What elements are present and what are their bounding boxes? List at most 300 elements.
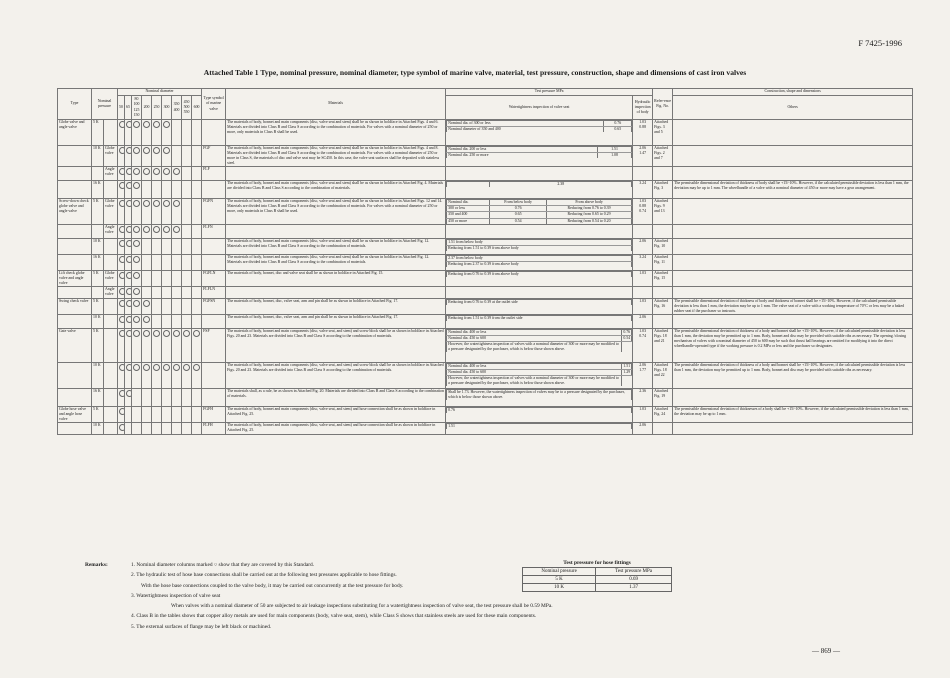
diameter-cell: [172, 315, 182, 329]
diameter-cell: [172, 407, 182, 423]
diameter-header: 65: [125, 96, 132, 120]
diameter-cell: [118, 363, 125, 389]
diameter-cell: [142, 363, 152, 389]
row-type: Globe valve and angle valve: [58, 120, 92, 146]
diameter-cell: [118, 298, 125, 314]
diameter-cell: [152, 286, 162, 298]
row-others: The permissible dimensional deviation of thicknesses of a body shall be +15/-10%. However, if the calculated permissible deviation is less than 1 mm, the deviation may be up to 1 mm.: [673, 407, 913, 423]
covered-mark-icon: [173, 226, 180, 233]
diameter-cell: [118, 238, 125, 254]
row-type: [58, 363, 92, 389]
diameter-cell: [132, 238, 142, 254]
covered-mark-icon: [183, 364, 190, 371]
covered-mark-icon: [153, 330, 160, 337]
covered-mark-icon: [133, 300, 140, 307]
diameter-cell: [182, 238, 192, 254]
covered-mark-icon: [163, 364, 170, 371]
row-symbol: FLFH: [202, 423, 226, 435]
diameter-cell: [182, 407, 192, 423]
diameter-cell: [118, 120, 125, 146]
diameter-cell: [182, 315, 192, 329]
diameter-cell: [192, 363, 202, 389]
covered-mark-icon: [153, 121, 160, 128]
covered-mark-icon: [183, 330, 190, 337]
row-watertightness: [446, 329, 633, 363]
diameter-cell: [172, 146, 182, 167]
covered-mark-icon: [119, 364, 125, 371]
covered-mark-icon: [126, 182, 132, 189]
covered-mark-icon: [173, 330, 180, 337]
row-materials: The materials of body, bonnet, disc and valve seat shall be as shown in boldface in Attached Fig. 15.: [226, 270, 446, 286]
table-row: [58, 315, 913, 329]
watertightness-value: Nominal dia. 400 or less: [447, 330, 622, 336]
row-subtype: [104, 423, 118, 435]
row-subtype: Angle valve: [104, 167, 118, 181]
row-others: [673, 224, 913, 238]
row-symbol: [202, 238, 226, 254]
row-symbol: [202, 120, 226, 146]
row-subtype: [104, 254, 118, 270]
row-reference: Attached Figs. 18 and 22: [653, 363, 673, 389]
covered-mark-icon: [163, 147, 170, 154]
row-materials: [226, 224, 446, 238]
diameter-cell: [162, 329, 172, 363]
row-materials: The materials of body, bonnet and main components (disc, valve seat, and stem) and screw block shall be as shown in boldface in Attached Figs. 20 and 23. Materials are divided into Class B and Class S according to the combination of materials.: [226, 363, 446, 389]
row-reference: Attached Fig. 10: [653, 238, 673, 254]
row-pressure: 5 K: [92, 120, 104, 146]
covered-mark-icon: [119, 390, 125, 397]
covered-mark-icon: [126, 256, 132, 263]
col-others: Others: [673, 96, 913, 120]
hose-test-header: Test pressure MPa: [596, 568, 672, 576]
row-symbol: [202, 363, 226, 389]
diameter-cell: [132, 286, 142, 298]
covered-mark-icon: [143, 300, 150, 307]
diameter-cell: [132, 146, 142, 167]
diameter-cell: [152, 363, 162, 389]
row-type: Globe hose valve and angle hose valve: [58, 407, 92, 423]
diameter-cell: [192, 407, 202, 423]
remark-item: With the hose base connections coupled to the valve body, it may be carried out concurrently at the test pressure for body.: [141, 582, 404, 589]
row-subtype: [104, 238, 118, 254]
covered-mark-icon: [119, 240, 125, 247]
row-type: [58, 315, 92, 329]
covered-mark-icon: [153, 200, 160, 207]
diameter-cell: [172, 363, 182, 389]
row-watertightness: [446, 315, 633, 329]
diameter-cell: [152, 224, 162, 238]
row-hydraulic: 2.06 1.77: [633, 363, 653, 389]
diameter-cell: [182, 167, 192, 181]
row-reference: [653, 315, 673, 329]
remark-item: 4. Class B in the tables shows that copper alloy metals are used for main components (body, valve seat, stem), while Class S shows that stainless steels are used for these main components.: [131, 613, 537, 620]
watertightness-value: 1.51: [623, 364, 631, 369]
diameter-cell: [132, 329, 142, 363]
diameter-cell: [142, 120, 152, 146]
covered-mark-icon: [119, 424, 125, 431]
diameter-cell: [162, 315, 172, 329]
hose-test-table: [522, 560, 672, 592]
row-reference: [653, 224, 673, 238]
table-row: [58, 407, 913, 423]
diameter-cell: [125, 120, 132, 146]
diameter-cell: [152, 167, 162, 181]
diameter-cell: [162, 423, 172, 435]
diameter-cell: [142, 270, 152, 286]
table-row: [58, 238, 913, 254]
row-watertightness: [446, 167, 633, 181]
row-pressure: 16 K: [92, 389, 104, 407]
covered-mark-icon: [126, 390, 132, 397]
diameter-cell: [132, 407, 142, 423]
diameter-cell: [152, 407, 162, 423]
diameter-cell: [125, 146, 132, 167]
diameter-cell: [132, 224, 142, 238]
covered-mark-icon: [193, 364, 200, 371]
covered-mark-icon: [126, 121, 132, 128]
watertightness-value: Reducing from 1.51 to 0.39 from the outlet side: [447, 316, 632, 322]
diameter-cell: [118, 407, 125, 423]
covered-mark-icon: [173, 200, 180, 207]
covered-mark-icon: [126, 288, 132, 295]
diameter-cell: [132, 389, 142, 407]
remark-item: When valves with a nominal diameter of 50 are subjected to air leakage inspections substituting for a watertightness inspection of valve seat, the test pressure shall be 0.59 MPa.: [171, 603, 553, 610]
watertightness-value: 0.76: [623, 330, 631, 335]
table-row: [58, 363, 913, 389]
diameter-cell: [182, 363, 192, 389]
watertightness-value: Nominal dia. 400 or less: [447, 364, 622, 370]
row-pressure: [92, 224, 104, 238]
covered-mark-icon: [163, 330, 170, 337]
watertightness-value: [447, 182, 490, 188]
watertightness-value: 0.65: [490, 212, 547, 218]
diameter-cell: [182, 298, 192, 314]
row-symbol: [202, 181, 226, 199]
diameter-cell: [125, 329, 132, 363]
covered-mark-icon: [119, 200, 125, 207]
hose-test-cell: 0.69: [596, 576, 672, 584]
covered-mark-icon: [193, 330, 200, 337]
watertightness-value: From above body: [546, 200, 631, 206]
covered-mark-icon: [126, 330, 132, 337]
row-reference: Attached Fig. 16: [653, 298, 673, 314]
row-others: [673, 120, 913, 146]
diameter-cell: [125, 423, 132, 435]
watertightness-value: 1.51: [597, 147, 631, 153]
diameter-cell: [192, 270, 202, 286]
row-watertightness: [446, 224, 633, 238]
covered-mark-icon: [133, 364, 140, 371]
diameter-cell: [125, 389, 132, 407]
diameter-cell: [125, 254, 132, 270]
row-type: Swing check valve: [58, 298, 92, 314]
covered-mark-icon: [133, 256, 140, 263]
watertightness-value: Nominal dia. 200 or less: [447, 147, 598, 153]
covered-mark-icon: [143, 316, 150, 323]
diameter-cell: [118, 389, 125, 407]
table-row: [58, 146, 913, 167]
row-pressure: 16 K: [92, 254, 104, 270]
row-symbol: FLFN: [202, 224, 226, 238]
valve-table: [57, 88, 913, 435]
covered-mark-icon: [133, 272, 140, 279]
diameter-cell: [125, 238, 132, 254]
diameter-cell: [125, 270, 132, 286]
covered-mark-icon: [153, 147, 160, 154]
row-symbol: FGFH: [202, 407, 226, 423]
row-subtype: [104, 181, 118, 199]
standard-id: F 7425-1996: [858, 38, 902, 48]
covered-mark-icon: [133, 226, 140, 233]
watertightness-value: However, the watertightness inspection of valves with a nominal diameter of 300 or more may be modified to a pressure designated by the purchaser, which is below those shown above.: [447, 342, 622, 353]
covered-mark-icon: [153, 364, 160, 371]
covered-mark-icon: [126, 240, 132, 247]
diameter-cell: [172, 167, 182, 181]
table-row: [58, 298, 913, 314]
row-type: Lift check globe valve and angle valve: [58, 270, 92, 286]
diameter-cell: [142, 389, 152, 407]
diameter-cell: [192, 298, 202, 314]
diameter-cell: [152, 315, 162, 329]
diameter-cell: [142, 298, 152, 314]
diameter-cell: [152, 389, 162, 407]
hose-test-cell: 1.37: [596, 584, 672, 592]
diameter-cell: [172, 238, 182, 254]
covered-mark-icon: [133, 316, 140, 323]
watertightness-value: 1.29: [623, 370, 631, 375]
covered-mark-icon: [133, 200, 140, 207]
diameter-header: 450 500 550: [182, 96, 192, 120]
row-reference: Attached Figs. 9 and 13: [653, 199, 673, 224]
diameter-cell: [132, 363, 142, 389]
row-type: [58, 254, 92, 270]
diameter-cell: [192, 329, 202, 363]
diameter-cell: [132, 298, 142, 314]
col-construction: Construction, shape and dimensions: [673, 89, 913, 96]
diameter-cell: [182, 146, 192, 167]
watertightness-value: Nominal diameter of 350 and 400: [447, 127, 604, 133]
row-others: The permissible dimensional deviation of thickness of a body and bonnet shall be +15/-10%. However, if the calculated permissible deviation is less than 1 mm, the deviation may be permitted up to 1 mm. Body, bonnet and disc may be provided with suitable ribs as necessary. The opening /closing mechanism of valves with a nominal diameter of 450 to 600 may be such that thrust ball bearings are omitted for modifying it into the direct wheelhandle-operated type if the working pressure is 0.2 MPa or less and the purchaser so designates.: [673, 329, 913, 363]
diameter-cell: [162, 167, 172, 181]
row-others: The permissible dimensional deviation of thickness of body and thickness of bonnet shall be +15/-10%. However, if the calculated permissible deviation is less than 1 mm, the deviation may be up to 1 mm. The valve seat of a valve with a working temperature of 70°C or less may be a baked rubber seat if the purchaser so instructs.: [673, 298, 913, 314]
remark-item: 5. The external surfaces of flange may be left black or machined.: [131, 623, 272, 630]
diameter-cell: [125, 286, 132, 298]
watertightness-value: 0.54: [623, 336, 631, 341]
covered-mark-icon: [126, 300, 132, 307]
covered-mark-icon: [119, 272, 125, 279]
diameter-cell: [162, 407, 172, 423]
row-type: Gate valve: [58, 329, 92, 363]
diameter-cell: [142, 224, 152, 238]
row-hydraulic: 1.03 0.88 0.74: [633, 199, 653, 224]
diameter-cell: [162, 298, 172, 314]
diameter-cell: [182, 389, 192, 407]
row-watertightness: [446, 389, 633, 407]
diameter-cell: [152, 146, 162, 167]
diameter-cell: [172, 389, 182, 407]
diameter-cell: [162, 199, 172, 224]
row-others: [673, 254, 913, 270]
diameter-cell: [142, 423, 152, 435]
row-pressure: 10 K: [92, 363, 104, 389]
diameter-cell: [132, 181, 142, 199]
row-subtype: Globe valve: [104, 199, 118, 224]
diameter-cell: [162, 224, 172, 238]
row-symbol: FLF: [202, 167, 226, 181]
diameter-cell: [132, 167, 142, 181]
diameter-cell: [132, 254, 142, 270]
diameter-cell: [182, 120, 192, 146]
diameter-cell: [172, 254, 182, 270]
watertightness-value: 1.08: [597, 153, 631, 159]
row-symbol: FGFSN: [202, 298, 226, 314]
row-others: [673, 167, 913, 181]
row-type: [58, 423, 92, 435]
diameter-cell: [162, 181, 172, 199]
row-others: [673, 270, 913, 286]
covered-mark-icon: [143, 200, 150, 207]
covered-mark-icon: [133, 182, 140, 189]
hose-test-title: Test pressure for hose fittings: [563, 560, 631, 566]
diameter-header: 600: [192, 96, 202, 120]
row-type: [58, 181, 92, 199]
diameter-header: 200: [142, 96, 152, 120]
col-watertightness: Watertightness inspection of valve seat: [446, 96, 633, 120]
diameter-cell: [142, 146, 152, 167]
diameter-cell: [142, 315, 152, 329]
row-others: [673, 315, 913, 329]
watertightness-value: Reducing from 0.76 to 0.39 from above body: [447, 271, 632, 277]
row-pressure: 10 K: [92, 315, 104, 329]
diameter-cell: [162, 254, 172, 270]
diameter-cell: [118, 315, 125, 329]
covered-mark-icon: [143, 147, 150, 154]
row-watertightness: [446, 298, 633, 314]
diameter-cell: [118, 224, 125, 238]
row-pressure: 10 K: [92, 423, 104, 435]
row-materials: The materials of body, bonnet and main components (disc, valve seat, and stem) and hose connection shall be as shown in boldface in Attached Fig. 25.: [226, 423, 446, 435]
row-symbol: FSF: [202, 329, 226, 363]
watertightness-value: Nominal dia. 450 to 600: [447, 370, 622, 376]
row-subtype: [104, 363, 118, 389]
col-type: Type: [58, 89, 92, 120]
covered-mark-icon: [173, 168, 180, 175]
row-hydraulic: 1.03 0.74: [633, 329, 653, 363]
row-others: [673, 389, 913, 407]
watertightness-value: Nominal dia.: [447, 200, 490, 206]
row-pressure: 5 K: [92, 329, 104, 363]
table-row: [58, 423, 913, 435]
diameter-cell: [152, 329, 162, 363]
row-reference: Attached Figs. 18 and 21: [653, 329, 673, 363]
table-row: [58, 224, 913, 238]
row-reference: Attached Fig. 3: [653, 181, 673, 199]
watertightness-value: Nominal dia. 250 or more: [447, 153, 598, 159]
diameter-cell: [162, 389, 172, 407]
watertightness-value: 1.51 from below body: [447, 239, 632, 245]
covered-mark-icon: [143, 226, 150, 233]
covered-mark-icon: [143, 364, 150, 371]
watertightness-value: 450 or more: [447, 218, 490, 224]
remark-item: 2. The hydraulic test of hose base connections shall be carried out at the following test pressures applicable to hose fittings.: [131, 572, 397, 579]
diameter-cell: [182, 224, 192, 238]
row-others: [673, 423, 913, 435]
covered-mark-icon: [153, 226, 160, 233]
diameter-cell: [125, 199, 132, 224]
diameter-cell: [132, 423, 142, 435]
diameter-cell: [192, 120, 202, 146]
row-hydraulic: 1.03: [633, 298, 653, 314]
row-subtype: Globe valve: [104, 270, 118, 286]
diameter-header: 50: [118, 96, 125, 120]
watertightness-value: Reducing from 1.51 to 0.39 from above body: [447, 245, 632, 251]
diameter-cell: [152, 199, 162, 224]
covered-mark-icon: [143, 330, 150, 337]
row-watertightness: [446, 407, 633, 423]
row-hydraulic: [633, 286, 653, 298]
covered-mark-icon: [119, 300, 125, 307]
row-materials: The materials of body, bonnet, disc, valve seat, arm and pin shall be as shown in boldface in Attached Fig. 17.: [226, 298, 446, 314]
watertightness-value: Reducing from 0.54 to 0.20: [546, 218, 631, 224]
watertightness-value: 1.51: [447, 424, 632, 430]
row-others: The permissible dimensional deviation of thickness of a body and bonnet shall be +15/-10%. However, if the calculated permissible deviation is less than 1 mm, the deviation may be permitted up to 1 mm. Body, bonnet and disc may be provided with suitable ribs as necessary.: [673, 363, 913, 389]
hose-test-cell: 5 K: [523, 576, 596, 584]
diameter-cell: [142, 167, 152, 181]
diameter-cell: [152, 423, 162, 435]
diameter-cell: [118, 254, 125, 270]
row-watertightness: [446, 254, 633, 270]
remarks-label: Remarks:: [85, 562, 108, 568]
row-subtype: Globe valve: [104, 146, 118, 167]
diameter-cell: [162, 363, 172, 389]
diameter-cell: [192, 389, 202, 407]
col-hydraulic: Hydraulic inspection of body: [633, 96, 653, 120]
row-hydraulic: [633, 224, 653, 238]
diameter-cell: [172, 224, 182, 238]
hose-test-cell: 10 K: [523, 584, 596, 592]
row-type: Screw-down check globe valve and angle valve: [58, 199, 92, 224]
remark-item: 1. Nominal diameter columns marked ○ show that they are covered by this Standard.: [131, 562, 315, 568]
page-number: — 869 —: [812, 647, 840, 655]
row-materials: The materials of body, bonnet and main components (disc, valve seat and stem) shall be as shown in boldface in Attached Fig. 12. Materials are divided into Class B and Class S according to the combination of materials.: [226, 238, 446, 254]
watertightness-value: 2.37 from below body: [447, 255, 632, 261]
row-watertightness: [446, 146, 633, 167]
covered-mark-icon: [119, 182, 125, 189]
diameter-cell: [182, 423, 192, 435]
covered-mark-icon: [163, 226, 170, 233]
row-type: [58, 167, 92, 181]
diameter-cell: [172, 181, 182, 199]
row-hydraulic: 1.03 0.88: [633, 120, 653, 146]
covered-mark-icon: [163, 168, 170, 175]
diameter-cell: [192, 254, 202, 270]
diameter-cell: [192, 423, 202, 435]
diameter-cell: [172, 270, 182, 286]
col-reference: Refer-ence Fig. No.: [653, 89, 673, 120]
row-watertightness: [446, 363, 633, 389]
covered-mark-icon: [119, 168, 125, 175]
covered-mark-icon: [119, 147, 125, 154]
row-others: [673, 238, 913, 254]
covered-mark-icon: [126, 364, 132, 371]
col-materials: Materials: [226, 89, 446, 120]
covered-mark-icon: [119, 121, 125, 128]
diameter-cell: [125, 315, 132, 329]
row-hydraulic: 2.36: [633, 389, 653, 407]
row-subtype: [104, 315, 118, 329]
row-symbol: FGFN: [202, 199, 226, 224]
row-symbol: [202, 315, 226, 329]
